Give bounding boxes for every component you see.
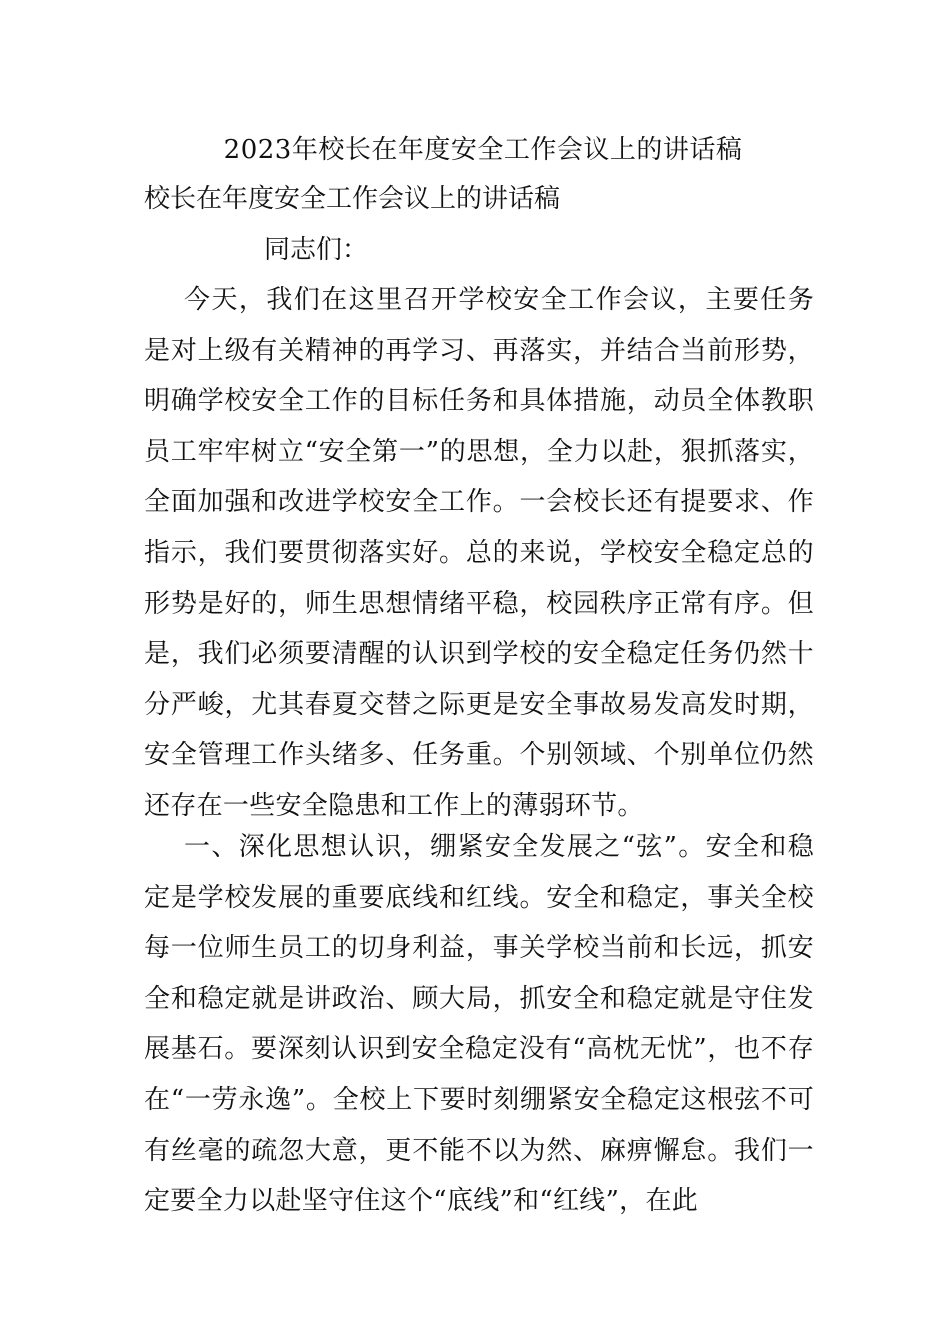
- body-paragraph: 一、深化思想认识，绷紧安全发展之“弦”。安全和稳定是学校发展的重要底线和红线。安全和稳定，事关全校每一位师生员工的切身利益，事关学校当前和长远，抓安全和稳定就是讲政治、顾大局，抓安全和稳定就是守住发展基石。要深刻认识到安全稳定没有“高枕无忧”，也不存在“一劳永逸”。全校上下要时刻绷紧安全稳定这根弦不可有丝毫的疏忽大意，更不能不以为然、麻痹懈怠。我们一定要全力以赴坚守住这个“底线”和“红线”，在此: [144, 832, 814, 1217]
- document-subtitle: 校长在年度安全工作会议上的讲话稿: [144, 184, 561, 214]
- document-title: 2023年校长在年度安全工作会议上的讲话稿: [223, 135, 743, 165]
- salutation: 同志们：: [264, 235, 369, 265]
- body-paragraph: 今天，我们在这里召开学校安全工作会议，主要任务是对上级有关精神的再学习、再落实，并结合当前形势，明确学校安全工作的目标任务和具体措施，动员全体教职员工牢牢树立“安全第一”的思想，全力以赴，狠抓落实，全面加强和改进学校安全工作。一会校长还有提要求、作指示，我们要贯彻落实好。总的来说，学校安全稳定总的形势是好的，师生思想情绪平稳，校园秩序正常有序。但是，我们必须要清醒的认识到学校的安全稳定任务仍然十分严峻，尤其春夏交替之际更是安全事故易发高发时期，安全管理工作头绪多、任务重。个别领域、个别单位仍然还存在一些安全隐患和工作上的薄弱环节。: [144, 285, 814, 821]
